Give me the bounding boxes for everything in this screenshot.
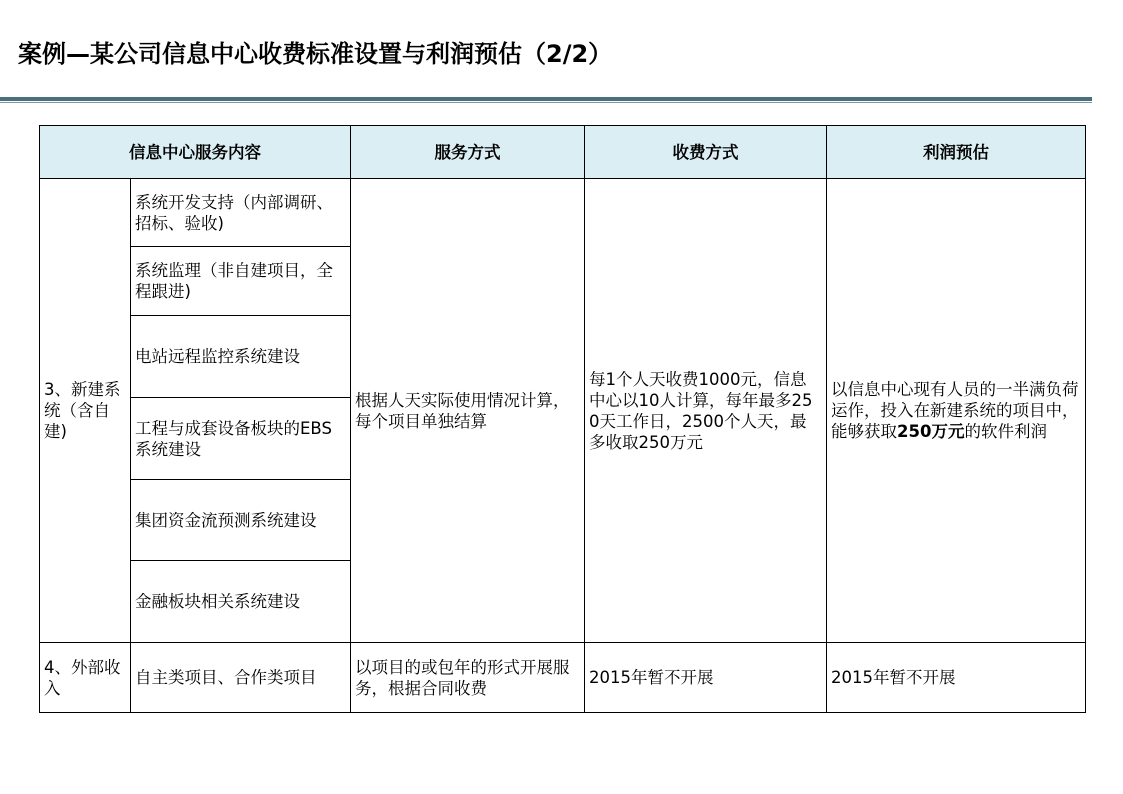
service-item: 电站远程监控系统建设	[131, 316, 351, 398]
table-header-row	[40, 126, 1086, 179]
header-profit: 利润预估	[827, 126, 1086, 179]
service-method-new-system: 根据人天实际使用情况计算，每个项目单独结算	[351, 179, 585, 643]
profit-text-before: 以信息中心现有人员的一半满负荷运作，投入在新建系统的项目中，能够获取	[831, 380, 1079, 441]
fee-standard-table	[39, 125, 1086, 713]
title-divider-thick	[0, 97, 1092, 101]
profit-text-after: 的软件利润	[964, 422, 1047, 441]
header-content: 信息中心服务内容	[40, 126, 351, 179]
service-item: 集团资金流预测系统建设	[131, 480, 351, 561]
service-item: 系统监理（非自建项目，全程跟进)	[131, 247, 351, 316]
profit-amount: 250万元	[897, 422, 965, 441]
header-method: 服务方式	[351, 126, 585, 179]
fee-method-new-system: 每1个人天收费1000元，信息中心以10人计算，每年最多250天工作日，2500个人天，最多收取250万元	[585, 179, 827, 643]
service-item: 自主类项目、合作类项目	[131, 643, 351, 713]
service-item: 系统开发支持（内部调研、招标、验收)	[131, 179, 351, 247]
service-item: 工程与成套设备板块的EBS系统建设	[131, 398, 351, 480]
service-method-external: 以项目的或包年的形式开展服务，根据合同收费	[351, 643, 585, 713]
fee-method-external: 2015年暂不开展	[585, 643, 827, 713]
service-item: 金融板块相关系统建设	[131, 561, 351, 643]
profit-estimate-external: 2015年暂不开展	[827, 643, 1086, 713]
table-row	[40, 179, 1086, 247]
table-row	[40, 643, 1086, 713]
group-label-external: 4、外部收入	[40, 643, 131, 713]
group-label-new-system: 3、新建系统（含自建)	[40, 179, 131, 643]
profit-estimate-new-system	[827, 179, 1086, 643]
header-fee: 收费方式	[585, 126, 827, 179]
page-title: 案例—某公司信息中心收费标准设置与利润预估（2/2）	[18, 40, 613, 68]
title-divider-thin	[0, 102, 1092, 103]
